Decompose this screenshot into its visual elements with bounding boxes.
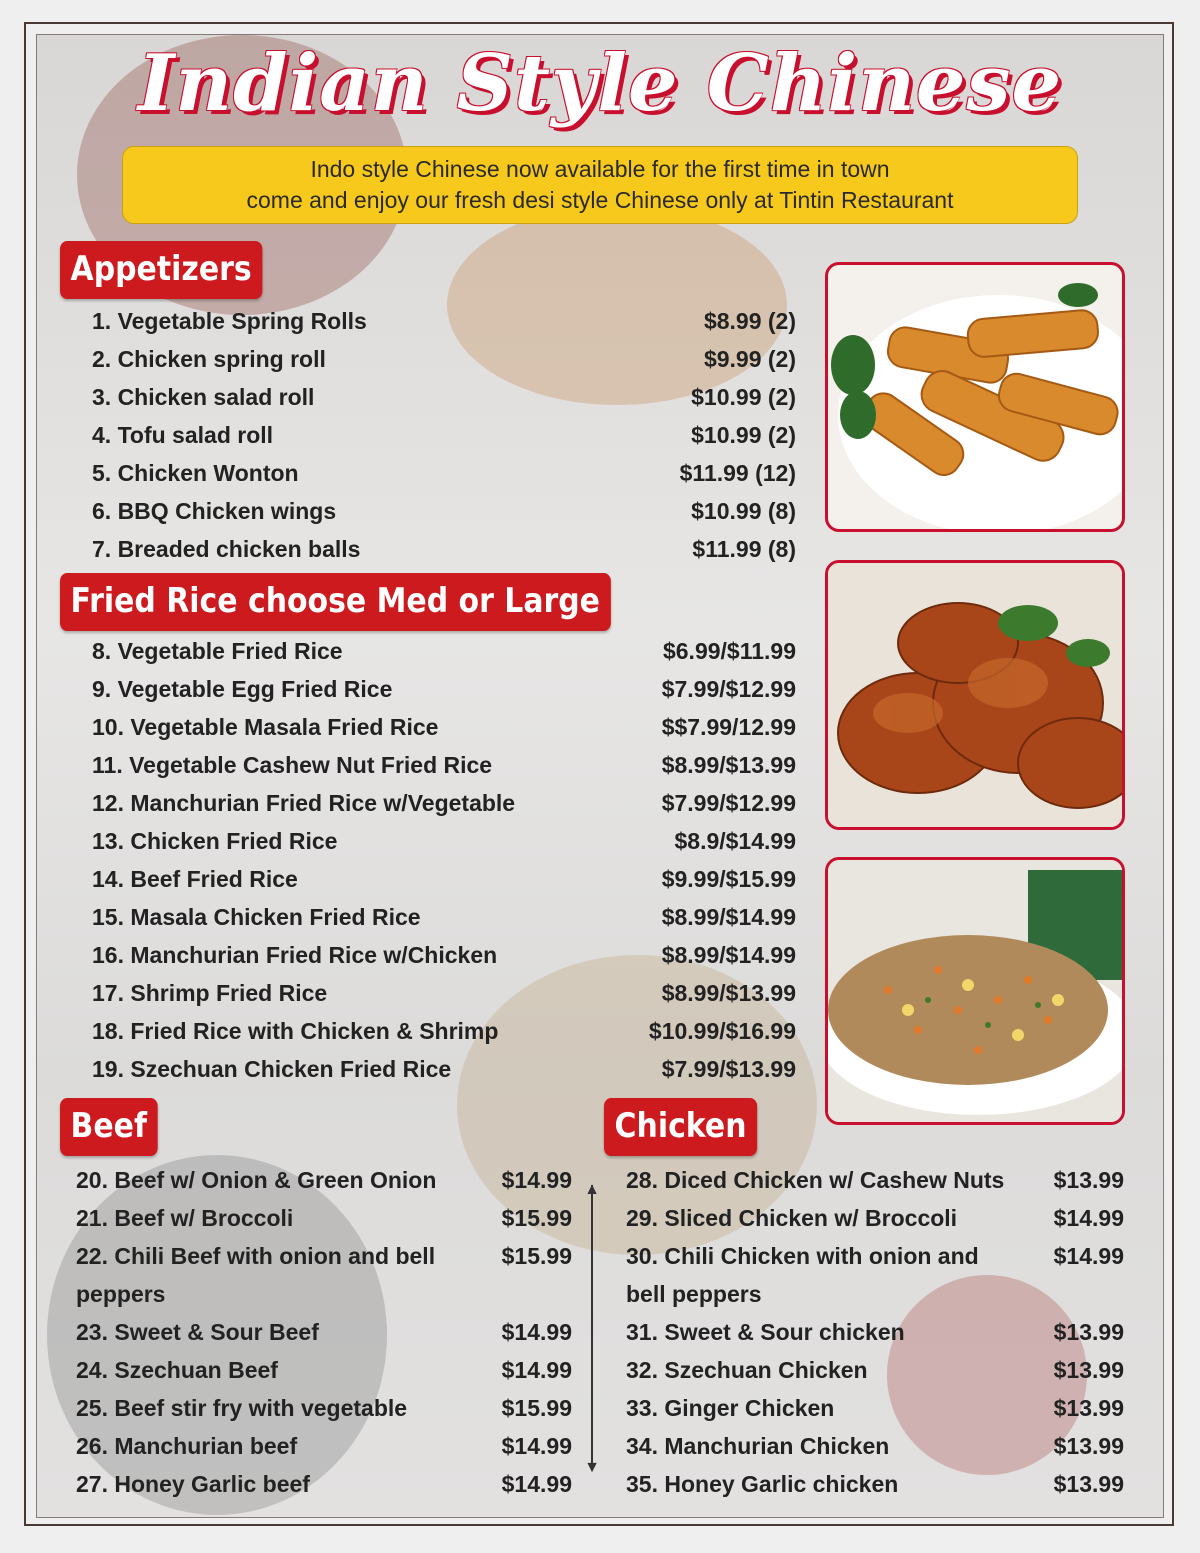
beef-item: [76, 1389, 572, 1427]
item-price: $13.99: [1053, 1395, 1124, 1421]
item-name: 19. Szechuan Chicken Fried Rice: [92, 1056, 452, 1082]
item-name: 18. Fried Rice with Chicken & Shrimp: [92, 1018, 499, 1044]
item-name: 1. Vegetable Spring Rolls: [92, 308, 367, 334]
item-price: $7.99/$13.99: [661, 1056, 796, 1082]
chicken-item: [626, 1427, 1124, 1465]
item-name: 10. Vegetable Masala Fried Rice: [92, 714, 439, 740]
fried-rice-item: [92, 676, 796, 703]
item-price: $8.99/$14.99: [661, 904, 796, 930]
chicken-item: [626, 1199, 1124, 1237]
bg-food-image: [447, 205, 787, 405]
item-name: 26. Manchurian beef: [76, 1433, 298, 1459]
item-price: $8.9/$14.99: [674, 828, 796, 854]
item-name: 31. Sweet & Sour chicken: [626, 1319, 905, 1345]
appetizer-item: [92, 498, 796, 525]
fried-rice-item: [92, 942, 796, 969]
appetizer-item: [92, 384, 796, 411]
fried-rice-item: [92, 1018, 796, 1045]
appetizer-item: [92, 422, 796, 449]
beef-item: [76, 1237, 572, 1313]
chicken-item: [626, 1465, 1124, 1503]
appetizer-item: [92, 346, 796, 373]
beef-item: [76, 1427, 572, 1465]
item-price: $11.99 (8): [692, 536, 796, 562]
item-name: 17. Shrimp Fried Rice: [92, 980, 328, 1006]
item-name: 15. Masala Chicken Fried Rice: [92, 904, 421, 930]
column-divider: [591, 1185, 593, 1468]
item-price: $10.99/$16.99: [648, 1018, 796, 1044]
item-price: $8.99 (2): [703, 308, 796, 334]
page-title: Indian Style Chinese: [137, 38, 1063, 129]
item-price: $14.99: [501, 1167, 572, 1193]
fried-rice-item: [92, 828, 796, 855]
item-price: $13.99: [1053, 1471, 1124, 1497]
item-price: $7.99/$12.99: [661, 790, 796, 816]
item-price: $14.99: [501, 1357, 572, 1383]
section-beef: Beef: [60, 1098, 158, 1156]
item-name: 13. Chicken Fried Rice: [92, 828, 338, 854]
section-chicken: Chicken: [604, 1098, 757, 1156]
promo-banner: [122, 146, 1078, 224]
item-name: 35. Honey Garlic chicken: [626, 1471, 899, 1497]
fried-rice-item: [92, 866, 796, 893]
fried-rice-item: [92, 980, 796, 1007]
item-name: 28. Diced Chicken w/ Cashew Nuts: [626, 1167, 1005, 1193]
appetizer-item: [92, 460, 796, 487]
item-name: 2. Chicken spring roll: [92, 346, 326, 372]
appetizer-item: [92, 536, 796, 563]
item-name: 22. Chili Beef with onion and bell peppers: [76, 1243, 436, 1307]
item-name: 33. Ginger Chicken: [626, 1395, 835, 1421]
item-name: 9. Vegetable Egg Fried Rice: [92, 676, 393, 702]
item-price: $15.99: [501, 1205, 572, 1231]
item-price: $8.99/$14.99: [661, 942, 796, 968]
item-price: $10.99 (2): [691, 422, 796, 448]
item-price: $14.99: [501, 1319, 572, 1345]
fried-rice-item: [92, 790, 796, 817]
item-price: $10.99 (2): [691, 384, 796, 410]
chicken-item: [626, 1237, 1124, 1313]
fried-rice-item: [92, 714, 796, 741]
appetizer-item: [92, 308, 796, 335]
item-price: $9.99/$15.99: [661, 866, 796, 892]
item-price: $14.99: [1053, 1205, 1124, 1231]
beef-item: [76, 1351, 572, 1389]
chicken-item: [626, 1161, 1124, 1199]
chicken-item: [626, 1351, 1124, 1389]
item-price: $13.99: [1053, 1319, 1124, 1345]
item-name: 11. Vegetable Cashew Nut Fried Rice: [92, 752, 493, 778]
banner-line-1: Indo style Chinese now available for the first time in town: [310, 156, 890, 182]
item-name: 12. Manchurian Fried Rice w/Vegetable: [92, 790, 516, 816]
item-price: $13.99: [1053, 1357, 1124, 1383]
fried-rice-item: [92, 638, 796, 665]
section-appetizers: Appetizers: [60, 241, 262, 299]
item-name: 24. Szechuan Beef: [76, 1357, 278, 1383]
item-price: $15.99: [501, 1243, 572, 1269]
item-name: 30. Chili Chicken with onion and bell peppers: [626, 1243, 979, 1307]
chicken-wings-photo: [825, 560, 1125, 830]
item-name: 20. Beef w/ Onion & Green Onion: [76, 1167, 437, 1193]
item-name: 16. Manchurian Fried Rice w/Chicken: [92, 942, 498, 968]
item-price: $14.99: [501, 1433, 572, 1459]
item-name: 29. Sliced Chicken w/ Broccoli: [626, 1205, 958, 1231]
beef-item: [76, 1465, 572, 1503]
item-price: $14.99: [1053, 1243, 1124, 1269]
item-name: 5. Chicken Wonton: [92, 460, 299, 486]
item-price: $8.99/$13.99: [661, 752, 796, 778]
item-name: 21. Beef w/ Broccoli: [76, 1205, 294, 1231]
divider-arrow-top-icon: ▲: [584, 1181, 600, 1198]
item-name: 14. Beef Fried Rice: [92, 866, 298, 892]
item-price: $9.99 (2): [703, 346, 796, 372]
item-price: $$7.99/12.99: [661, 714, 796, 740]
fried-rice-photo: [825, 857, 1125, 1125]
item-price: $13.99: [1053, 1167, 1124, 1193]
item-name: 27. Honey Garlic beef: [76, 1471, 310, 1497]
item-price: $15.99: [501, 1395, 572, 1421]
item-price: $13.99: [1053, 1433, 1124, 1459]
item-price: $10.99 (8): [691, 498, 796, 524]
item-price: $6.99/$11.99: [662, 638, 796, 664]
banner-line-2: come and enjoy our fresh desi style Chinese only at Tintin Restaurant: [246, 187, 954, 213]
fried-rice-item: [92, 752, 796, 779]
item-name: 6. BBQ Chicken wings: [92, 498, 337, 524]
beef-item: [76, 1161, 572, 1199]
item-name: 3. Chicken salad roll: [92, 384, 315, 410]
beef-item: [76, 1199, 572, 1237]
fried-rice-item: [92, 1056, 796, 1083]
item-price: $7.99/$12.99: [661, 676, 796, 702]
item-name: 25. Beef stir fry with vegetable: [76, 1395, 408, 1421]
item-name: 8. Vegetable Fried Rice: [92, 638, 343, 664]
chicken-item: [626, 1389, 1124, 1427]
divider-arrow-bottom-icon: ▼: [584, 1459, 600, 1476]
section-fried-rice: Fried Rice choose Med or Large: [60, 573, 611, 631]
fried-rice-item: [92, 904, 796, 931]
item-price: $14.99: [501, 1471, 572, 1497]
item-name: 32. Szechuan Chicken: [626, 1357, 868, 1383]
item-price: $11.99 (12): [679, 460, 796, 486]
item-name: 34. Manchurian Chicken: [626, 1433, 890, 1459]
item-name: 7. Breaded chicken balls: [92, 536, 361, 562]
item-name: 23. Sweet & Sour Beef: [76, 1319, 319, 1345]
chicken-item: [626, 1313, 1124, 1351]
spring-rolls-photo: [825, 262, 1125, 532]
item-name: 4. Tofu salad roll: [92, 422, 274, 448]
item-price: $8.99/$13.99: [661, 980, 796, 1006]
beef-item: [76, 1313, 572, 1351]
